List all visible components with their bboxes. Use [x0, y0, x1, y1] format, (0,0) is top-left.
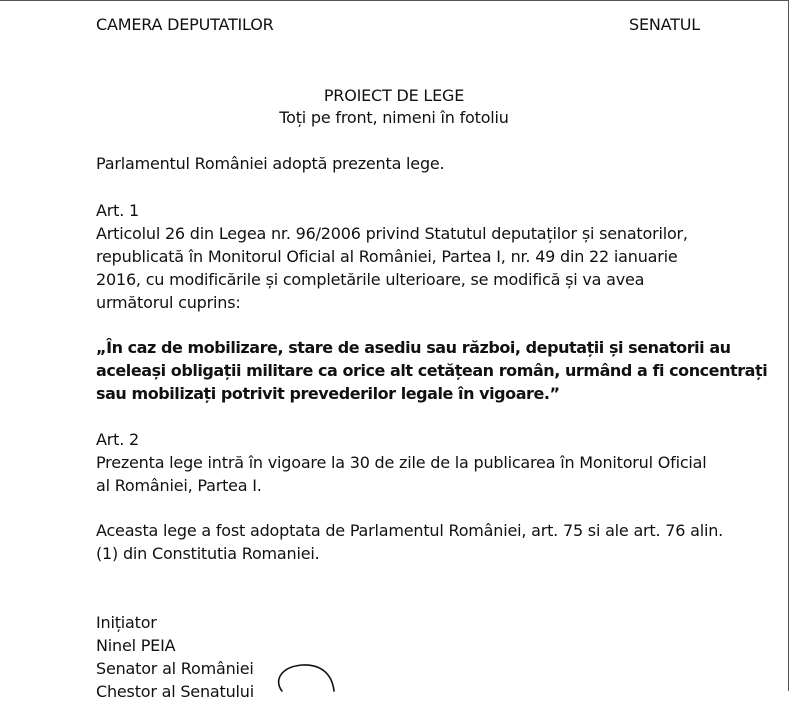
article-1-text-line: Articolul 26 din Legea nr. 96/2006 privind Statutul deputaților și senatorilor,	[96, 224, 688, 243]
initiator-label: Inițiator	[96, 613, 157, 632]
initiator-role-quaestor: Chestor al Senatului	[96, 682, 254, 701]
article-2-heading: Art. 2	[96, 430, 139, 449]
article-2-text-line: al României, Partea I.	[96, 476, 262, 495]
article-1-quote-line: aceleași obligații militare ca orice alt cetățean român, urmând a fi concentrați	[96, 361, 768, 380]
document-subtitle: Toți pe front, nimeni în fotoliu	[279, 108, 509, 127]
adoption-text-line: Aceasta lege a fost adoptata de Parlamentul României, art. 75 si ale art. 76 alin.	[96, 521, 724, 540]
intro-paragraph: Parlamentul României adoptă prezenta lege.	[96, 154, 445, 173]
article-1-quote-line: sau mobilizați potrivit prevederilor legale în vigoare.”	[96, 384, 560, 403]
signature-mark	[272, 663, 342, 692]
initiator-name: Ninel PEIA	[96, 636, 176, 655]
document-title: PROIECT DE LEGE	[323, 86, 465, 105]
article-1-text-line: republicată în Monitorul Oficial al României, Partea I, nr. 49 din 22 ianuarie	[96, 247, 678, 266]
article-1-heading: Art. 1	[96, 201, 139, 220]
adoption-text-line: (1) din Constitutia Romaniei.	[96, 544, 320, 563]
article-1-quote-line: „În caz de mobilizare, stare de asediu sau război, deputații și senatorii au	[96, 338, 731, 357]
initiator-role-senator: Senator al României	[96, 659, 254, 678]
header-chamber-deputies: CAMERA DEPUTATILOR	[96, 15, 274, 34]
article-1-text-line: următorul cuprins:	[96, 293, 241, 312]
article-2-text-line: Prezenta lege intră în vigoare la 30 de zile de la publicarea în Monitorul Oficial	[96, 453, 707, 472]
header-senate: SENATUL	[629, 15, 700, 34]
article-1-text-line: 2016, cu modificările și completările ulterioare, se modifică și va avea	[96, 270, 645, 289]
